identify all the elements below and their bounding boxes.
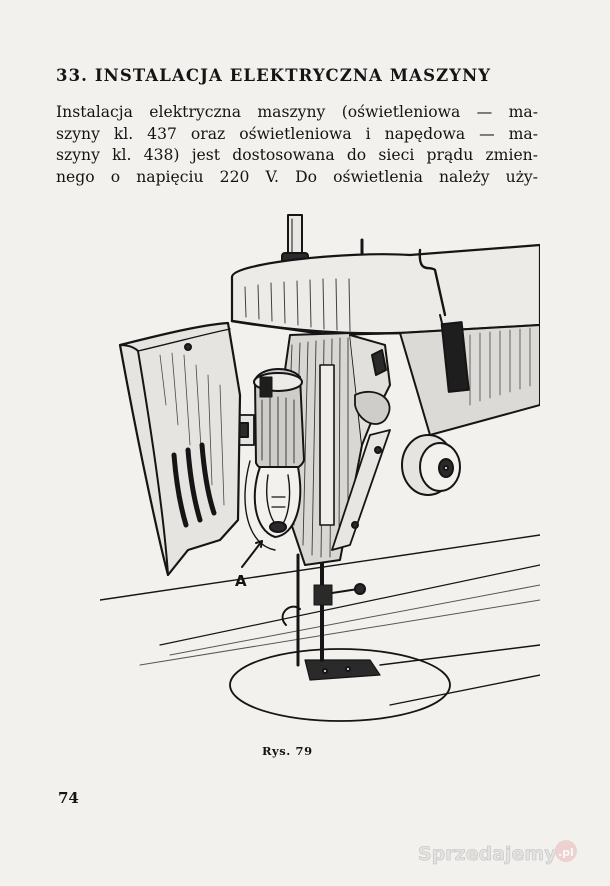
body-line: szyny kl. 437 oraz oświetleniowa i napędowa — ma- <box>56 124 538 143</box>
section-heading: 33. INSTALACJA ELEKTRYCZNA MASZYNY <box>56 66 492 85</box>
watermark-text: Sprzedajemy <box>418 843 557 865</box>
body-line: Instalacja elektryczna maszyny (oświetleniowa — ma- <box>56 103 538 121</box>
body-line: szyny kl. 438) jest dostosowana do sieci prądu zmien- <box>56 146 538 164</box>
body-line: nego o napięciu 220 V. Do oświetlenia należy uży- <box>56 167 538 186</box>
figure-callout-label: A <box>235 572 247 590</box>
watermark-suffix: .pl <box>558 846 574 859</box>
page-number: 74 <box>58 789 79 807</box>
watermark-logo <box>416 836 586 870</box>
sewing-machine-illustration <box>100 205 540 725</box>
body-paragraph <box>56 102 538 188</box>
figure-caption: Rys. 79 <box>262 744 313 758</box>
